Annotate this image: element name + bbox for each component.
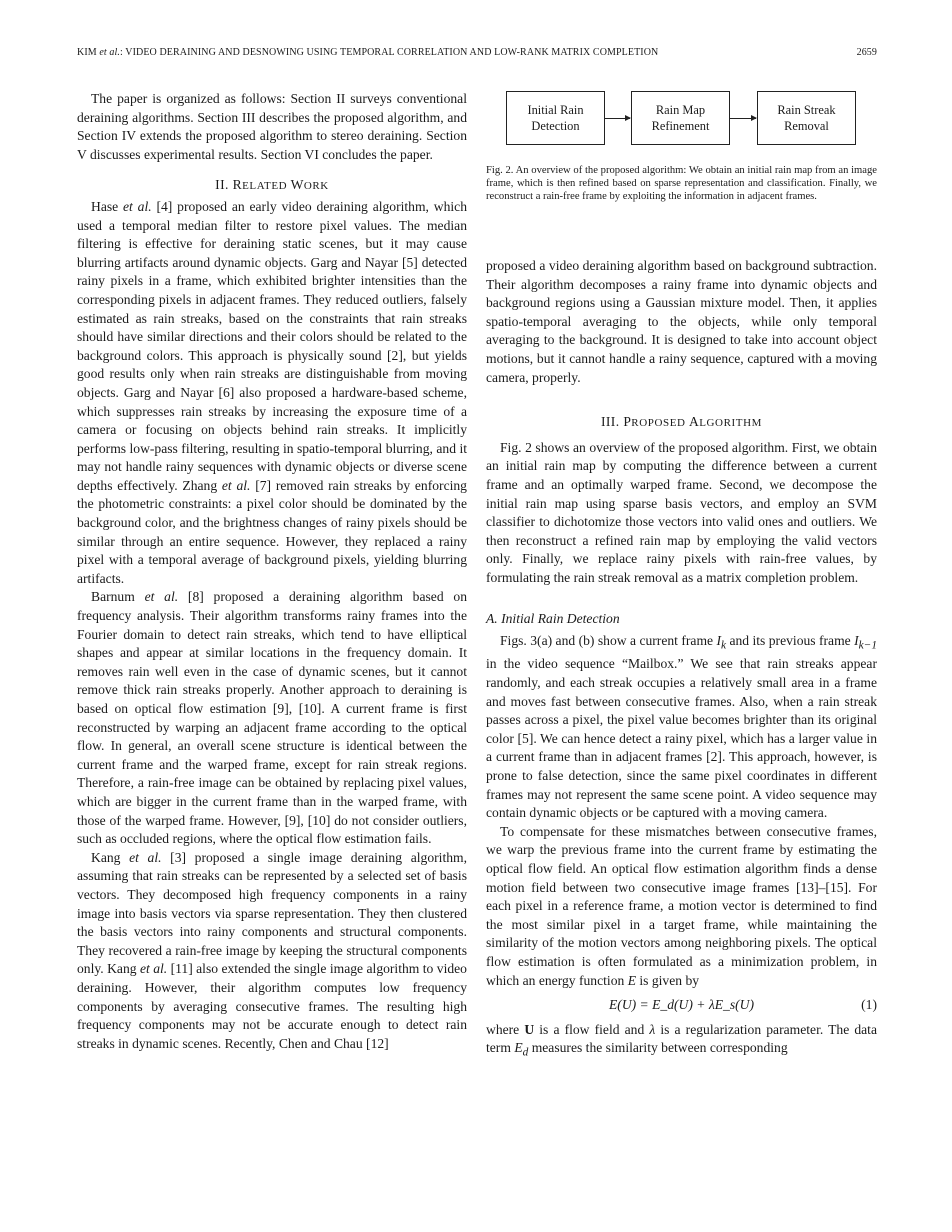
section-heading-related-work: II. RELATED WORK <box>215 177 329 193</box>
diagram-box-rain-streak-removal: Rain Streak Removal <box>757 91 856 145</box>
figure-caption: Fig. 2. An overview of the proposed algorithm: We obtain an initial rain map from an image frame, which is then refined based on sparse representation and classification. Finally, we reconstruct a rain-free frame by exploiting the information in adjacent frames. <box>486 165 877 203</box>
paragraph: To compensate for these mismatches between consecutive frames, we warp the previous frame into the current frame by estimating the optical flow field. An optical flow estimation algorithm finds a dense motion field between two consecutive image frames [13]–[15]. For each pixel in a reference frame, a motion vector is determined to find the most similar pixel in a target frame, while maintaining the similarity of the motion vectors among neighboring pixels. The optical flow estimation is often formulated as a minimization problem, in which an energy function E is given by <box>486 823 877 988</box>
arrow-icon <box>730 118 756 119</box>
paragraph: Fig. 2 shows an overview of the proposed algorithm. First, we obtain an initial rain map by computing the difference between a current frame and an optimally warped frame. Second, we decompose the initial rain map using sparse basis vectors, and employ an SVM classifier to dichotomize those vectors into valid ones and outliers. We then reconstruct a refined rain map by employing the valid vectors only. Finally, we replace rainy pixels with rain-free values, by formulating the rain streak removal as a matrix completion problem. <box>486 439 877 585</box>
paragraph: Figs. 3(a) and (b) show a current frame $I_k$ and its previous frame $I_{k-1}$ in the video sequence “Mailbox.” We see that rain streaks appear randomly, and each streak occupies a relatively small area in a frame and moves fast between consecutive frames. Also, when a rain streak passes across a pixel, the pixel value becomes brighter than its original color [5]. We can hence detect a rainy pixel, which has a larger value in a current frame than in adjacent frames [2]. This approach, however, is prone to false detection, since the same pixel coordinates in different frames may not represent the same scene point. A video sequence may contain dynamic objects or be captured with a moving camera. <box>486 633 877 821</box>
equation-body: E(U) = E_d(U) + λE_s(U) <box>608 997 755 1013</box>
paragraph: Barnum et al. [8] proposed a deraining algorithm based on frequency analysis. Their algorithm transforms rainy frames into the Fourier domain to detect rain streaks, which tend to have elliptical shapes and appear at similar locations in the frequency domain. It removes rain well even in the case of dynamic scenes, but it cannot remove thick rain streaks properly. Another approach to deraining is based on optical flow estimation [9], [10]. A current frame is first reconstructed by warping an adjacent frame according to the optical flow. In general, an overall scene structure is identical between the current frame and the warped frame, except for rain streak regions. Therefore, a rain-free image can be obtained by replacing pixel values, which are bigger in the current frame than in the warped frame, with those of the warped frame. However, [9], [10] do not consider outliers, such as occluded regions, where the optical flow estimation fails. <box>77 589 467 847</box>
intro-paragraph: The paper is organized as follows: Section II surveys conventional deraining algorithms. Section III describes the proposed algorithm, and Section IV extends the proposed algorithm to stereo deraining. Section V discusses experimental results. Section VI concludes the paper. <box>77 91 467 162</box>
running-title: KIM et al.: VIDEO DERAINING AND DESNOWING USING TEMPORAL CORRELATION AND LOW-RANK MATRIX COMPLETION <box>77 47 659 58</box>
paragraph: where U is a flow field and λ is a regularization parameter. The data term $E_d$ measures the similarity between corresponding <box>486 1021 877 1059</box>
subsection-heading: A. Initial Rain Detection <box>486 610 620 626</box>
diagram-box-initial-rain-detection: Initial Rain Detection <box>506 91 605 145</box>
paragraph: proposed a video deraining algorithm based on background subtraction. Their algorithm decomposes a rainy frame into dynamic objects and background regions using a Gaussian mixture model. Then, it applies spatio-temporal averaging to the objects, while only temporal averaging to the background. It is designed to take into account object motions, but it cannot handle a rainy sequence, captured with a moving camera, properly. <box>486 258 877 385</box>
page-number: 2659 <box>856 47 877 58</box>
paragraph: Kang et al. [3] proposed a single image deraining algorithm, assuming that rain streaks can be represented by a selected set of basis vectors. They decomposed high frequency components in a rainy image into basis vectors via sparse representation. They then clustered the basis vectors into rainy components and structural components. They recovered a rain-free image by keeping the structural components only. Kang et al. [11] also extended the single image algorithm to video deraining. However, their algorithm computes low frequency components by averaging consecutive frames. The resulting high frequency components may not be accurate enough to detect rain streaks in dynamic scenes. Recently, Chen and Chau [12] <box>77 849 468 1051</box>
equation-number: (1) <box>861 997 877 1013</box>
left-column <box>77 90 467 1053</box>
section-heading-proposed-algorithm: III. PROPOSED ALGORITHM <box>600 414 763 430</box>
arrow-icon <box>605 118 630 119</box>
paragraph: Hase et al. [4] proposed an early video deraining algorithm, which used a temporal median filter to restore pixel values. The median filtering is effective for deraining static scenes, but it may cause blurring artifacts around dynamic objects. Garg and Nayar [5] detected rainy pixels in a frame, which exhibited brighter intensities than the corresponding pixels in adjacent frames. They reduced outliers, falsely estimated as rain streaks, based on the constraints that rain streaks should have similar directions and their colors should be related to the background colors. This approach is physically sound [2], but yields good results only when rain streaks are distinguishable from moving objects. Garg and Nayar [6] also proposed a hardware-based scheme, which suppresses rain streaks by increasing the exposure time of a camera or focusing on objects behind rain streaks. It implicitly performs low-pass filtering, resulting in spatio-temporal blurring, and it may not handle rainy sequences with dynamic objects or diverse scene depths effectively. Zhang et al. [7] removed rain streaks by enforcing the photometric constraints: a pixel color should be dominated by the background color, and the brightness changes of rainy pixels should be similar through an entire sequence. However, they replaced a rainy pixel with a temporal average of background pixels, yielding blurring artifacts. <box>77 198 467 586</box>
equation-1 <box>486 996 877 1015</box>
diagram-box-rain-map-refinement: Rain Map Refinement <box>631 91 730 145</box>
running-header <box>77 47 877 58</box>
right-column <box>486 257 877 1063</box>
